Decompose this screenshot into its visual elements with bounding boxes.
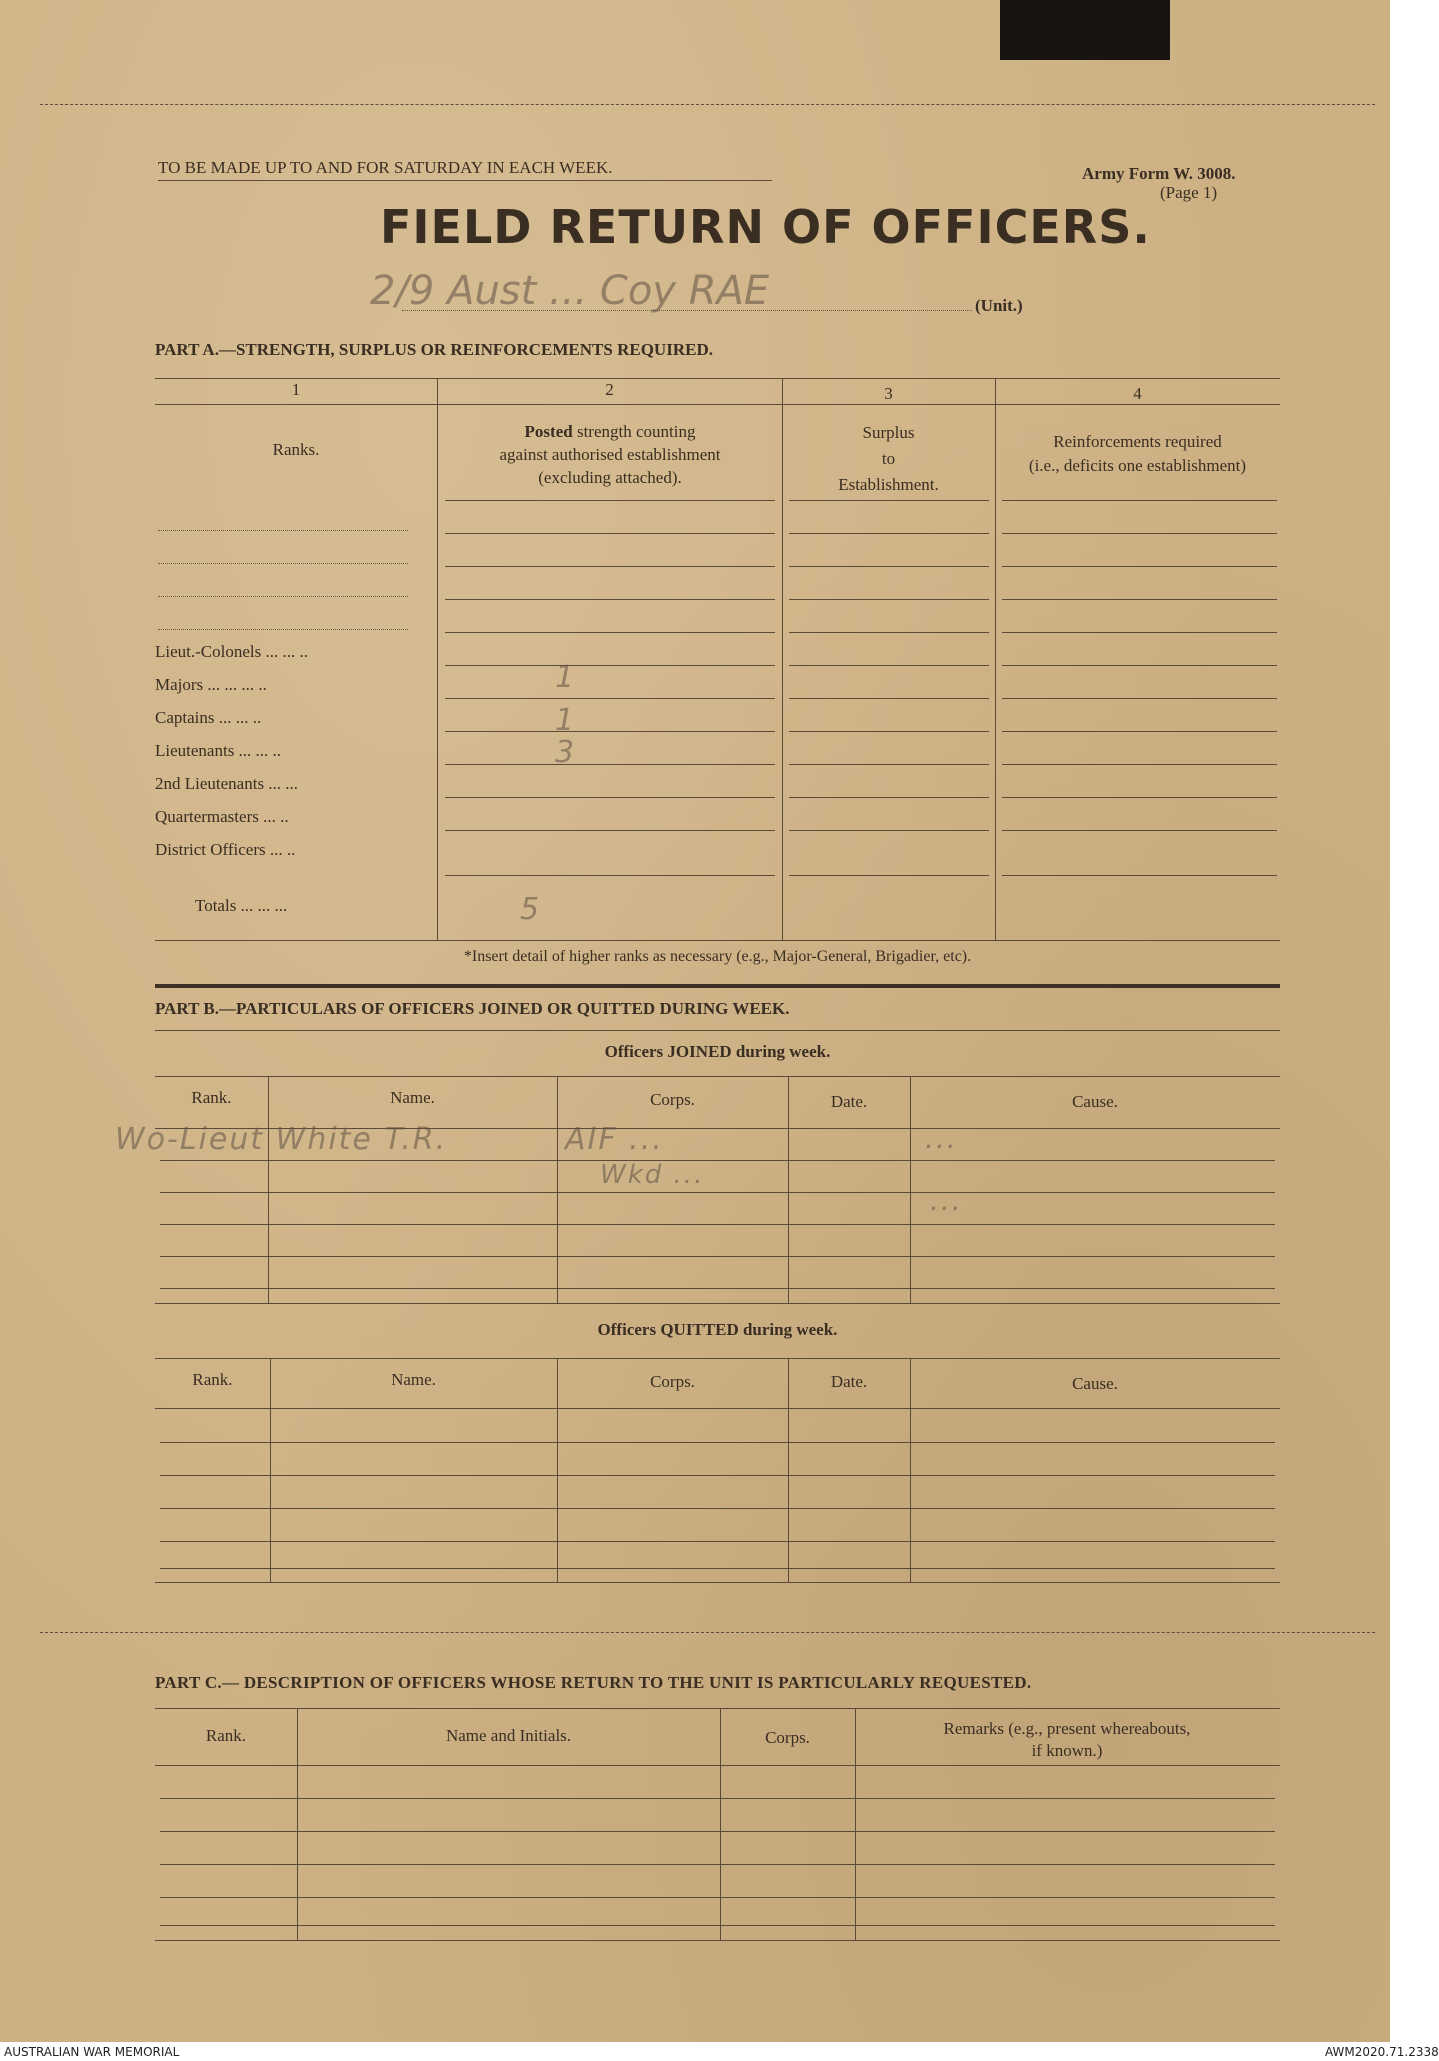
perforation-line-top <box>40 104 1375 105</box>
joined-row-rule <box>160 1192 1275 1193</box>
joined-row-rule <box>160 1160 1275 1161</box>
part-b-heading: PART B.—PARTICULARS OF OFFICERS JOINED OR QUITTED DURING WEEK. <box>155 999 790 1018</box>
part-a-row-rule <box>789 632 989 633</box>
part-c-row-rule <box>160 1925 1275 1926</box>
part-a-row-rule <box>445 830 775 831</box>
part-a-row-rule <box>789 566 989 567</box>
part-a-row-rule <box>445 599 775 600</box>
quitted-top-rule <box>155 1358 1280 1359</box>
joined-handwritten-corps-2: Wkd ... <box>600 1160 705 1190</box>
part-a-top-rule <box>155 378 1280 379</box>
rank-label: Captains ... ... .. <box>155 708 262 727</box>
joined-bottom-rule <box>155 1303 1280 1304</box>
part-a-row-rule <box>445 665 775 666</box>
perforation-line-bottom <box>40 1632 1375 1633</box>
joined-col-divider <box>268 1076 269 1303</box>
quitted-row-rule <box>160 1442 1275 1443</box>
unit-label: (Unit.) <box>975 296 1023 315</box>
part-a-row-rule <box>445 566 775 567</box>
part-a-row-rule <box>1002 764 1277 765</box>
joined-handwritten-corps: AIF ... <box>565 1122 664 1157</box>
handwritten-value: 3 <box>555 735 575 770</box>
handwritten-value: 5 <box>520 892 540 927</box>
unit-handwritten: 2/9 Aust ... Coy RAE <box>370 268 770 314</box>
part-c-header-remarks-line1: Remarks (e.g., present whereabouts, <box>943 1719 1191 1738</box>
surplus-header-line1: Surplus <box>862 423 915 442</box>
quitted-header-rule <box>155 1408 1280 1409</box>
joined-col-divider <box>557 1076 558 1303</box>
part-a-row-rule <box>789 731 989 732</box>
blank-rank-line <box>158 563 408 564</box>
part-a-row-rule <box>1002 566 1277 567</box>
joined-header-cause: Cause. <box>1072 1092 1118 1111</box>
quitted-header-date: Date. <box>830 1372 868 1391</box>
part-c-row-rule <box>160 1831 1275 1832</box>
joined-row-rule <box>160 1224 1275 1225</box>
surplus-header-line3: Establishment. <box>838 475 939 494</box>
column-number-1: 1 <box>291 380 301 399</box>
joined-handwritten-rank-name: Wo-Lieut White T.R. <box>115 1122 448 1157</box>
surplus-header-line2: to <box>881 449 896 468</box>
part-a-row-rule <box>1002 632 1277 633</box>
joined-handwritten-cause: ... <box>925 1122 958 1155</box>
part-c-row-rule <box>160 1864 1275 1865</box>
archive-footer <box>0 2042 1439 2061</box>
rank-label: Quartermasters ... .. <box>155 807 289 826</box>
part-a-row-rule <box>1002 875 1277 876</box>
joined-top-rule <box>155 1076 1280 1077</box>
rank-label: District Officers ... .. <box>155 840 296 859</box>
joined-header-name: Name. <box>390 1088 435 1107</box>
part-c-row-rule <box>160 1897 1275 1898</box>
part-a-col-divider-1 <box>437 378 438 940</box>
part-a-row-rule <box>1002 698 1277 699</box>
blank-rank-line <box>158 596 408 597</box>
posted-strength-header-line2: against authorised establishment <box>499 445 721 464</box>
part-a-row-rule <box>1002 500 1277 501</box>
part-a-row-rule <box>1002 533 1277 534</box>
quitted-header-rank: Rank. <box>192 1370 233 1389</box>
joined-handwritten-cause-2: ... <box>930 1184 963 1217</box>
quitted-bottom-rule <box>155 1582 1280 1583</box>
rank-label: Lieut.-Colonels ... ... .. <box>155 642 308 661</box>
quitted-row-rule <box>160 1508 1275 1509</box>
blank-rank-line <box>158 629 408 630</box>
part-a-heading: PART A.—STRENGTH, SURPLUS OR REINFORCEMENTS REQUIRED. <box>155 340 713 359</box>
part-c-header-remarks-line2: if known.) <box>1031 1741 1103 1760</box>
part-a-row-rule <box>789 797 989 798</box>
form-number: Army Form W. 3008. <box>1082 164 1236 183</box>
part-a-row-rule <box>789 599 989 600</box>
part-a-row-rule <box>1002 665 1277 666</box>
part-a-row-rule <box>789 875 989 876</box>
joined-header-corps: Corps. <box>650 1090 695 1109</box>
part-a-row-rule <box>1002 599 1277 600</box>
joined-row-rule <box>160 1288 1275 1289</box>
quitted-header-corps: Corps. <box>650 1372 695 1391</box>
ranks-header: Ranks. <box>272 440 320 459</box>
column-number-4: 4 <box>1133 384 1142 403</box>
part-a-footnote: *Insert detail of higher ranks as necessary (e.g., Major-General, Brigadier, etc). <box>463 948 972 965</box>
archive-name: AUSTRALIAN WAR MEMORIAL <box>4 2045 180 2059</box>
surplus-header <box>782 420 995 498</box>
instruction-underline <box>158 180 772 181</box>
page-indicator: (Page 1) <box>1160 183 1218 202</box>
part-a-row-rule <box>789 665 989 666</box>
joined-header-rank: Rank. <box>191 1088 232 1107</box>
handwritten-value: 1 <box>555 703 575 738</box>
archive-reference: AWM2020.71.2338 <box>1325 2045 1439 2059</box>
posted-strength-header <box>445 420 775 489</box>
part-a-row-rule <box>445 731 775 732</box>
reinforcements-header-line1: Reinforcements required <box>1053 432 1222 451</box>
part-c-header-rank: Rank. <box>205 1726 247 1745</box>
quitted-row-rule <box>160 1475 1275 1476</box>
part-a-row-rule <box>789 533 989 534</box>
quitted-header-cause: Cause. <box>1072 1374 1118 1393</box>
posted-strength-header-line1: strength counting <box>576 422 696 441</box>
posted-strength-header-line3: (excluding attached). <box>538 468 682 487</box>
part-c-header-remarks <box>862 1718 1272 1762</box>
form-title: FIELD RETURN OF OFFICERS. <box>380 200 1151 254</box>
joined-title: Officers JOINED during week. <box>604 1042 831 1061</box>
column-number-3: 3 <box>884 384 893 403</box>
part-a-row-rule <box>445 875 775 876</box>
part-c-heading: PART C.— DESCRIPTION OF OFFICERS WHOSE RETURN TO THE UNIT IS PARTICULARLY REQUESTED. <box>155 1673 1032 1692</box>
rank-label: Majors ... ... ... .. <box>155 675 267 694</box>
part-a-row-rule <box>445 632 775 633</box>
totals-label: Totals ... ... ... <box>195 896 288 915</box>
part-a-row-rule <box>445 797 775 798</box>
part-a-row-rule <box>445 533 775 534</box>
part-a-bottom-rule <box>155 940 1280 941</box>
posted-strength-header-bold: Posted <box>524 422 573 441</box>
handwritten-value: 1 <box>555 660 575 695</box>
part-a-row-rule <box>445 698 775 699</box>
part-a-row-rule <box>789 500 989 501</box>
part-a-row-rule <box>789 830 989 831</box>
part-c-header-name: Name and Initials. <box>445 1726 572 1745</box>
instruction-header: TO BE MADE UP TO AND FOR SATURDAY IN EACH WEEK. <box>158 158 613 177</box>
quitted-title: Officers QUITTED during week. <box>597 1320 838 1339</box>
column-number-2: 2 <box>605 380 614 399</box>
part-c-row-rule <box>160 1798 1275 1799</box>
part-b-top-rule <box>155 1030 1280 1031</box>
rank-label: Lieutenants ... ... .. <box>155 741 282 760</box>
quitted-row-rule <box>160 1568 1275 1569</box>
joined-row-rule <box>160 1256 1275 1257</box>
part-a-divider <box>155 984 1280 988</box>
torn-corner <box>1000 0 1170 60</box>
part-a-row-rule <box>789 764 989 765</box>
part-a-row-rule <box>445 500 775 501</box>
part-a-number-rule <box>155 404 1280 405</box>
part-c-col-divider <box>855 1708 856 1940</box>
part-c-header-rule <box>155 1765 1280 1766</box>
blank-rank-line <box>158 530 408 531</box>
joined-header-date: Date. <box>830 1092 868 1111</box>
quitted-header-name: Name. <box>391 1370 436 1389</box>
part-a-row-rule <box>1002 797 1277 798</box>
part-c-top-rule <box>155 1708 1280 1709</box>
reinforcements-header-line2: (i.e., deficits one establishment) <box>1028 456 1247 475</box>
part-a-row-rule <box>789 698 989 699</box>
reinforcements-header <box>995 430 1280 478</box>
part-a-row-rule <box>1002 830 1277 831</box>
quitted-col-divider <box>270 1358 271 1582</box>
part-c-header-corps: Corps. <box>765 1728 810 1747</box>
rank-label: 2nd Lieutenants ... ... <box>155 774 299 793</box>
part-c-bottom-rule <box>155 1940 1280 1941</box>
quitted-row-rule <box>160 1541 1275 1542</box>
part-a-row-rule <box>445 764 775 765</box>
part-a-row-rule <box>1002 731 1277 732</box>
